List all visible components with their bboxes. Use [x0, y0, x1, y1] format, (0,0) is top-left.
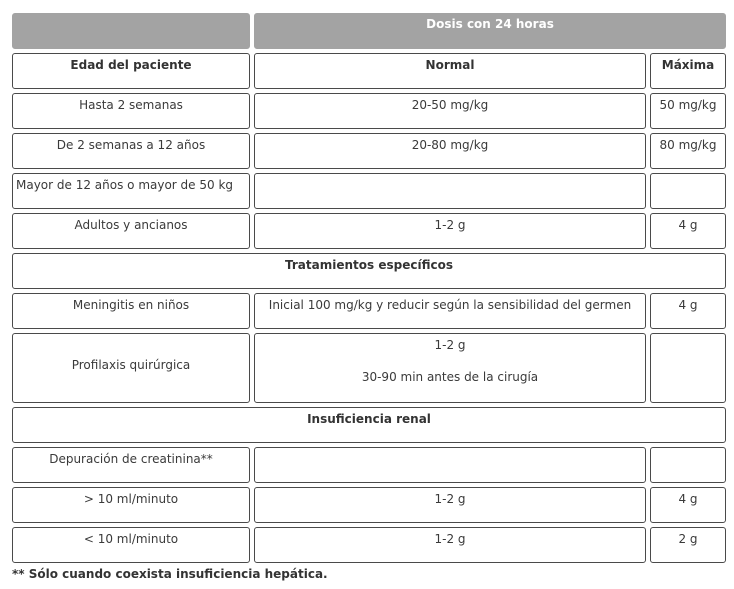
table-row — [12, 447, 726, 483]
table-header-row — [12, 13, 726, 49]
table-row — [12, 487, 726, 523]
normal-dose-cell: 1-2 g — [254, 213, 646, 249]
normal-dose-cell: 20-80 mg/kg — [254, 133, 646, 169]
max-dose-cell: 80 mg/kg — [650, 133, 726, 169]
normal-dose-cell: 1-2 g — [254, 487, 646, 523]
max-dose-cell: 50 mg/kg — [650, 93, 726, 129]
footnote: ** Sólo cuando coexista insuficiencia hepática. — [12, 567, 328, 581]
section-title-specific-treatments: Tratamientos específicos — [12, 253, 726, 289]
age-cell: Adultos y ancianos — [12, 213, 250, 249]
normal-dose-cell — [254, 333, 646, 403]
age-cell: Profilaxis quirúrgica — [12, 333, 250, 403]
max-dose-cell: 2 g — [650, 527, 726, 563]
max-dose-cell: 4 g — [650, 487, 726, 523]
column-header-age: Edad del paciente — [12, 53, 250, 89]
max-dose-cell — [650, 447, 726, 483]
table-row — [12, 213, 726, 249]
age-cell: Meningitis en niños — [12, 293, 250, 329]
normal-dose-cell — [254, 173, 646, 209]
max-dose-cell: 4 g — [650, 213, 726, 249]
normal-dose-cell: 1-2 g — [254, 527, 646, 563]
table-row — [12, 173, 726, 209]
table-row — [12, 93, 726, 129]
age-cell: Hasta 2 semanas — [12, 93, 250, 129]
max-dose-cell — [650, 333, 726, 403]
timing-line: 30-90 min antes de la cirugía — [361, 370, 539, 384]
header-corner-cell — [12, 13, 250, 49]
column-header-normal: Normal — [254, 53, 646, 89]
dose-line: 1-2 g — [434, 338, 466, 352]
age-cell: Mayor de 12 años o mayor de 50 kg — [12, 173, 250, 209]
dosage-table — [8, 9, 730, 567]
column-header-row — [12, 53, 726, 89]
table-row — [12, 133, 726, 169]
age-cell: De 2 semanas a 12 años — [12, 133, 250, 169]
max-dose-cell — [650, 173, 726, 209]
age-cell: > 10 ml/minuto — [12, 487, 250, 523]
section-title-renal-insufficiency: Insuficiencia renal — [12, 407, 726, 443]
table-row — [12, 293, 726, 329]
age-cell: Depuración de creatinina** — [12, 447, 250, 483]
normal-dose-cell: Inicial 100 mg/kg y reducir según la sensibilidad del germen — [254, 293, 646, 329]
max-dose-cell: 4 g — [650, 293, 726, 329]
normal-dose-cell: 20-50 mg/kg — [254, 93, 646, 129]
normal-dose-cell — [254, 447, 646, 483]
age-cell: < 10 ml/minuto — [12, 527, 250, 563]
dose-group-header: Dosis con 24 horas — [254, 13, 726, 49]
section-row — [12, 253, 726, 289]
column-header-max: Máxima — [650, 53, 726, 89]
table-row — [12, 333, 726, 403]
table-row — [12, 527, 726, 563]
section-row — [12, 407, 726, 443]
